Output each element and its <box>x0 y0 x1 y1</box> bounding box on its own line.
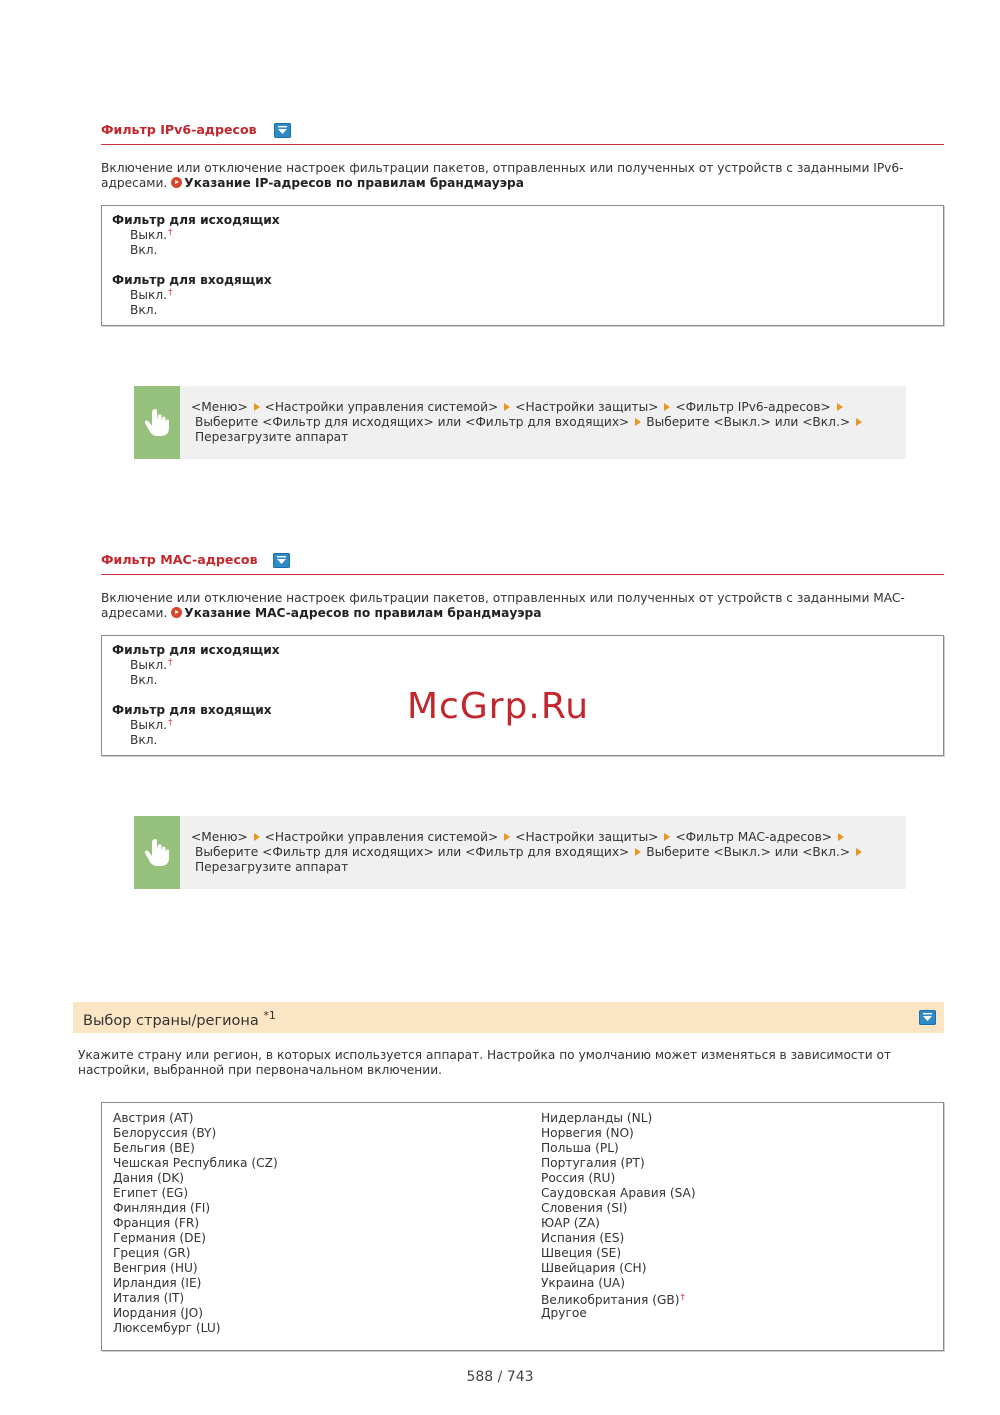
country-option: Египет (EG) <box>113 1186 189 1200</box>
country-option: Польша (PL) <box>541 1141 619 1155</box>
default-marker: † <box>168 228 173 238</box>
country-option: Саудовская Аравия (SA) <box>541 1186 696 1200</box>
step-arrow-icon <box>664 833 670 841</box>
step-arrow-icon <box>635 418 641 426</box>
desc-line: адресами. <box>101 176 168 190</box>
country-option: Австрия (AT) <box>113 1111 194 1125</box>
country-option: Белоруссия (BY) <box>113 1126 217 1140</box>
option-on: Вкл. <box>130 303 158 317</box>
ipv6-options-box <box>101 205 944 326</box>
option-off: Выкл.† <box>130 228 173 242</box>
country-option: Бельгия (BE) <box>113 1141 195 1155</box>
desc-line: Включение или отключение настроек фильтрации пакетов, отправленных или полученных от устройств с заданными MAC- <box>101 591 905 605</box>
country-option: Венгрия (HU) <box>113 1261 198 1275</box>
step-line: <Меню> <Настройки управления системой> <Настройки защиты> <Фильтр IPv6-адресов> <box>191 400 848 414</box>
incoming-filter-heading: Фильтр для входящих <box>112 703 272 717</box>
country-option: Ирландия (IE) <box>113 1276 202 1290</box>
default-marker: † <box>168 718 173 728</box>
step-arrow-icon <box>254 833 260 841</box>
country-option: Иордания (JO) <box>113 1306 203 1320</box>
country-option: Швеция (SE) <box>541 1246 622 1260</box>
mac-section-title: Фильтр MAC-адресов <box>101 552 258 567</box>
hand-touch-icon <box>134 816 180 889</box>
region-section-header <box>73 1002 944 1033</box>
country-option: Чешская Республика (CZ) <box>113 1156 278 1170</box>
step-arrow-icon <box>838 833 844 841</box>
step-line: <Меню> <Настройки управления системой> <Настройки защиты> <Фильтр MAC-адресов> <box>191 830 849 844</box>
country-option: Италия (IT) <box>113 1291 185 1305</box>
country-option: Норвегия (NO) <box>541 1126 634 1140</box>
desc-line: адресами. <box>101 606 168 620</box>
mac-section-header <box>101 552 944 575</box>
mac-procedure-steps <box>134 816 906 889</box>
link-arrow-icon <box>171 607 182 618</box>
step-arrow-icon <box>635 848 641 856</box>
ipv6-section-title: Фильтр IPv6-адресов <box>101 122 257 137</box>
option-on: Вкл. <box>130 733 158 747</box>
ipv6-section-header <box>101 122 944 145</box>
link-arrow-icon <box>171 177 182 188</box>
outgoing-filter-heading: Фильтр для исходящих <box>112 643 280 657</box>
option-on: Вкл. <box>130 673 158 687</box>
country-option: Греция (GR) <box>113 1246 191 1260</box>
country-option: Португалия (PT) <box>541 1156 645 1170</box>
country-option: Финляндия (FI) <box>113 1201 211 1215</box>
step-arrow-icon <box>504 403 510 411</box>
region-description <box>78 1048 918 1078</box>
country-option: ЮАР (ZA) <box>541 1216 600 1230</box>
collapse-icon[interactable] <box>919 1010 936 1025</box>
country-option: Испания (ES) <box>541 1231 625 1245</box>
step-arrow-icon <box>254 403 260 411</box>
default-marker: † <box>680 1293 686 1303</box>
country-option: Нидерланды (NL) <box>541 1111 653 1125</box>
desc-line: настройки, выбранной при первоначальном включении. <box>78 1063 442 1077</box>
outgoing-filter-heading: Фильтр для исходящих <box>112 213 280 227</box>
country-option: Словения (SI) <box>541 1201 628 1215</box>
country-option: Швейцария (CH) <box>541 1261 647 1275</box>
mac-description <box>101 591 906 621</box>
option-off: Выкл.† <box>130 288 173 302</box>
country-option: Люксембург (LU) <box>113 1321 221 1335</box>
ipv6-description <box>101 161 906 191</box>
ipv6-firewall-link[interactable]: Указание IP-адресов по правилам брандмауэра <box>184 176 524 190</box>
incoming-filter-heading: Фильтр для входящих <box>112 273 272 287</box>
country-option: Германия (DE) <box>113 1231 207 1245</box>
country-option: Дания (DK) <box>113 1171 184 1185</box>
option-on: Вкл. <box>130 243 158 257</box>
desc-line: Укажите страну или регион, в которых используется аппарат. Настройка по умолчанию может изменяться в зависимости от <box>78 1048 892 1062</box>
ipv6-procedure-steps <box>134 386 906 459</box>
step-arrow-icon <box>837 403 843 411</box>
mac-firewall-link[interactable]: Указание MAC-адресов по правилам брандмауэра <box>184 606 542 620</box>
collapse-icon[interactable] <box>274 123 291 138</box>
default-marker: † <box>168 288 173 298</box>
country-option: Другое <box>541 1306 587 1320</box>
watermark: McGrp.Ru <box>407 686 590 727</box>
desc-line: Включение или отключение настроек фильтрации пакетов, отправленных или полученных от устройств с заданными IPv6- <box>101 161 904 175</box>
region-section-title: Выбор страны/региона $^{*1}$ <box>83 1009 276 1029</box>
option-off: Выкл.† <box>130 658 173 672</box>
footnote-marker: *1 <box>263 1009 276 1022</box>
step-arrow-icon <box>664 403 670 411</box>
step-arrow-icon <box>504 833 510 841</box>
option-off: Выкл.† <box>130 718 173 732</box>
step-arrow-icon <box>856 418 862 426</box>
step-line: Перезагрузите аппарат <box>195 430 349 444</box>
collapse-icon[interactable] <box>273 553 290 568</box>
step-line: Перезагрузите аппарат <box>195 860 349 874</box>
step-line: Выберите <Фильтр для исходящих> или <Фильтр для входящих> Выберите <Выкл.> или <Вкл.> <box>195 845 867 859</box>
page-number: 588 / 743 <box>466 1369 534 1385</box>
region-options-box <box>101 1102 944 1351</box>
country-option: Россия (RU) <box>541 1171 616 1185</box>
default-marker: † <box>168 658 173 668</box>
step-arrow-icon <box>856 848 862 856</box>
country-option: Великобритания (GB)† <box>541 1293 686 1307</box>
hand-touch-icon <box>134 386 180 459</box>
country-option: Украина (UA) <box>541 1276 625 1290</box>
country-option: Франция (FR) <box>113 1216 200 1230</box>
step-line: Выберите <Фильтр для исходящих> или <Фильтр для входящих> Выберите <Выкл.> или <Вкл.> <box>195 415 867 429</box>
